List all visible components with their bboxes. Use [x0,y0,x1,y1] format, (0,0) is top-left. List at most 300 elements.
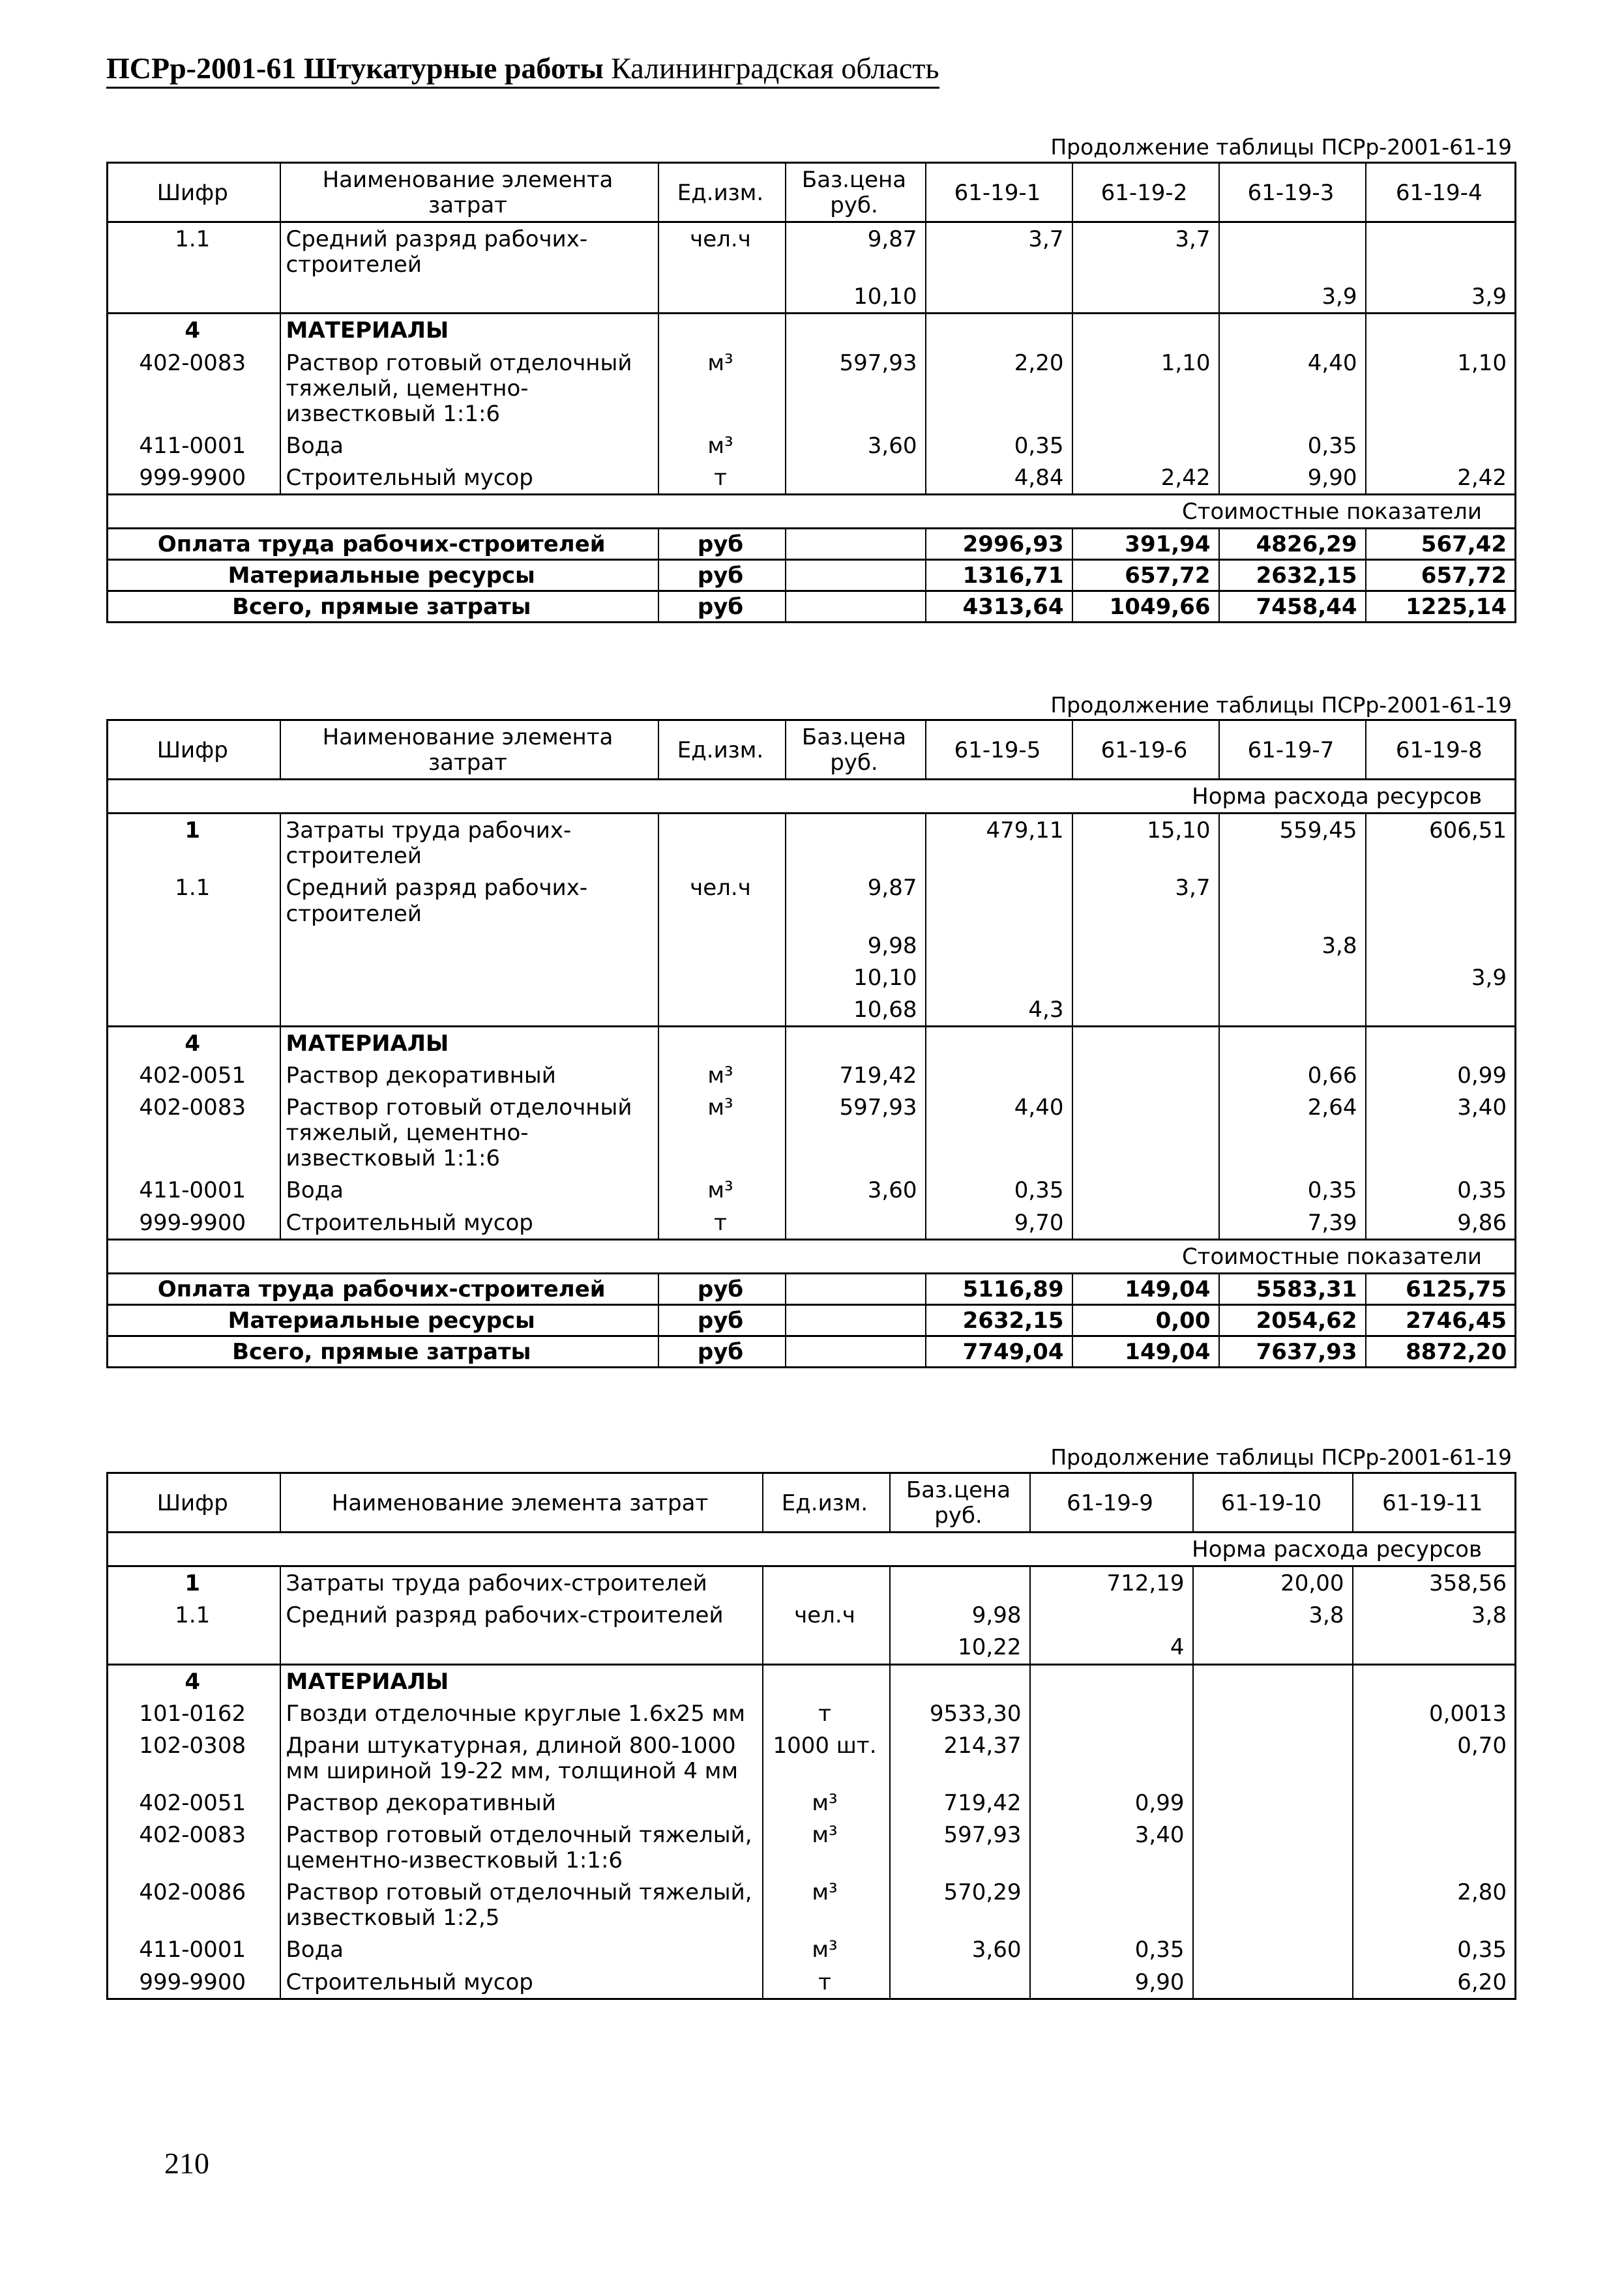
row-unit [658,1026,786,1059]
column-header: 61-19-11 [1353,1473,1516,1533]
header-price-line1: Баз.цена [801,167,907,193]
column-header: 61-19-8 [1366,720,1516,780]
header-code: Шифр [108,1473,280,1533]
row-value: 3,8 [1219,930,1366,962]
total-unit: руб [658,1336,786,1367]
total-value: 2054,62 [1219,1304,1366,1336]
row-price: 719,42 [786,1059,926,1091]
continuation-label-2: Продолжение таблицы ПСРр-2001-61-19 [1050,692,1512,718]
row-value: 3,7 [1072,222,1219,281]
total-price [786,1304,926,1336]
table-row [108,1876,1516,1933]
row-price: 597,93 [890,1819,1030,1876]
header-price [786,720,926,780]
row-value: 0,0013 [1353,1697,1516,1729]
resource-table-3 [106,1472,1516,2000]
row-name: Раствор декоративный [280,1059,658,1091]
row-price: 10,68 [786,993,926,1027]
row-value [1072,962,1219,993]
row-value [1366,314,1516,347]
row-value [1193,1787,1353,1819]
total-value: 149,04 [1072,1273,1219,1304]
row-price: 214,37 [890,1729,1030,1787]
column-header: 61-19-9 [1030,1473,1193,1533]
row-value: 7,39 [1219,1207,1366,1240]
row-value [926,1059,1072,1091]
row-value [1219,314,1366,347]
row-value: 559,45 [1219,814,1366,872]
row-value [1193,1697,1353,1729]
row-value [1030,1697,1193,1729]
row-code [108,962,280,993]
row-value [1366,1026,1516,1059]
row-price: 597,93 [786,1091,926,1174]
row-value [1072,1091,1219,1174]
total-label: Оплата труда рабочих-строителей [108,1273,658,1304]
row-code: 999-9900 [108,1966,280,1999]
row-code: 4 [108,314,280,347]
row-value: 0,35 [926,1174,1072,1206]
row-name: Средний разряд рабочих-строителей [280,872,658,929]
header-row [108,163,1516,222]
row-price: 597,93 [786,347,926,430]
row-code: 1.1 [108,1599,280,1631]
row-unit [658,314,786,347]
band-cost-label: Стоимостные показатели [108,1239,1516,1273]
column-header: 61-19-2 [1072,163,1219,222]
row-price [890,1664,1030,1697]
row-unit [658,814,786,872]
row-value [1366,222,1516,281]
total-row [108,1273,1516,1304]
row-code: 4 [108,1664,280,1697]
row-code: 999-9900 [108,1207,280,1240]
row-price: 10,10 [786,280,926,314]
header-name: Наименование элемента затрат [280,1473,763,1533]
total-value: 4313,64 [926,591,1072,623]
row-unit: м³ [658,430,786,462]
row-price: 3,60 [890,1933,1030,1965]
header-price [890,1473,1030,1533]
row-value: 9,90 [1030,1966,1193,1999]
row-value [1366,930,1516,962]
total-value: 5116,89 [926,1273,1072,1304]
row-price: 3,60 [786,1174,926,1206]
header-name: Наименование элемента затрат [280,720,658,780]
table-row [108,347,1516,430]
row-value [1030,1664,1193,1697]
total-unit: руб [658,1304,786,1336]
document-header [106,51,939,89]
total-value: 2746,45 [1366,1304,1516,1336]
row-price [786,1026,926,1059]
row-value: 0,66 [1219,1059,1366,1091]
header-price [786,163,926,222]
row-value [1353,1819,1516,1876]
row-price: 10,10 [786,962,926,993]
column-header: 61-19-7 [1219,720,1366,780]
row-value [926,314,1072,347]
row-value: 0,35 [1219,430,1366,462]
row-code: 4 [108,1026,280,1059]
header-price-line1: Баз.цена [906,1477,1011,1503]
total-value: 2632,15 [926,1304,1072,1336]
table-row [108,814,1516,872]
header-price-line2: руб. [830,192,878,219]
header-code: ПСРр-2001-61 Штукатурные работы [106,51,604,85]
total-row [108,591,1516,623]
row-value [1072,430,1219,462]
header-row [108,720,1516,780]
table-row [108,930,1516,962]
total-value: 657,72 [1072,560,1219,591]
row-value: 1,10 [1072,347,1219,430]
table-row [108,1729,1516,1787]
total-value: 7749,04 [926,1336,1072,1367]
total-value: 2632,15 [1219,560,1366,591]
row-value: 0,99 [1030,1787,1193,1819]
row-unit: чел.ч [763,1599,890,1631]
total-value: 567,42 [1366,529,1516,560]
row-value [1072,1174,1219,1206]
row-value: 3,9 [1366,962,1516,993]
row-value: 0,35 [1219,1174,1366,1206]
row-code: 411-0001 [108,1174,280,1206]
row-value: 4,3 [926,993,1072,1027]
row-value: 3,40 [1366,1091,1516,1174]
total-unit: руб [658,591,786,623]
row-value [1072,314,1219,347]
band-row [108,495,1516,529]
table-row [108,1787,1516,1819]
row-name: МАТЕРИАЛЫ [280,1026,658,1059]
row-unit: т [658,462,786,495]
total-value: 149,04 [1072,1336,1219,1367]
total-value: 7458,44 [1219,591,1366,623]
row-value: 358,56 [1353,1566,1516,1600]
row-value [1193,1631,1353,1664]
row-name: Строительный мусор [280,462,658,495]
row-unit [763,1664,890,1697]
row-unit [763,1631,890,1664]
total-row [108,529,1516,560]
row-value [1193,1664,1353,1697]
table-row [108,1566,1516,1600]
row-price [890,1966,1030,1999]
row-value [1366,430,1516,462]
table-row [108,993,1516,1027]
row-value: 3,9 [1219,280,1366,314]
row-value: 20,00 [1193,1566,1353,1600]
column-header: 61-19-4 [1366,163,1516,222]
row-code [108,993,280,1027]
row-value [1072,280,1219,314]
row-value [1219,1026,1366,1059]
table-row [108,314,1516,347]
header-unit: Ед.изм. [763,1473,890,1533]
band-row [108,780,1516,814]
row-name: Затраты труда рабочих-строителей [280,814,658,872]
row-value [1219,993,1366,1027]
total-row [108,1304,1516,1336]
row-value: 0,35 [1366,1174,1516,1206]
page-number: 210 [164,2147,209,2180]
table-row [108,962,1516,993]
row-value [1072,1026,1219,1059]
row-price: 9533,30 [890,1697,1030,1729]
row-name: Строительный мусор [280,1966,763,1999]
total-value: 1049,66 [1072,591,1219,623]
total-label: Всего, прямые затраты [108,591,658,623]
row-code [108,280,280,314]
row-name: Раствор готовый отделочный тяжелый, цементно-известковый 1:1:6 [280,1819,763,1876]
total-price [786,560,926,591]
row-unit: т [763,1697,890,1729]
row-value [1353,1664,1516,1697]
row-value: 9,70 [926,1207,1072,1240]
row-value: 4 [1030,1631,1193,1664]
row-unit: м³ [763,1787,890,1819]
row-code: 402-0051 [108,1787,280,1819]
row-price: 3,60 [786,430,926,462]
row-name: Вода [280,1933,763,1965]
row-code [108,930,280,962]
header-row [108,1473,1516,1533]
row-code: 402-0086 [108,1876,280,1933]
row-unit: м³ [763,1876,890,1933]
band-norm-label: Норма расхода ресурсов [108,780,1516,814]
table-row [108,1966,1516,1999]
header-unit: Ед.изм. [658,163,786,222]
row-value [926,280,1072,314]
total-value: 8872,20 [1366,1336,1516,1367]
row-value: 2,80 [1353,1876,1516,1933]
total-price [786,591,926,623]
row-value: 9,86 [1366,1207,1516,1240]
row-unit: м³ [763,1819,890,1876]
band-row [108,1533,1516,1566]
row-name: МАТЕРИАЛЫ [280,1664,763,1697]
row-value [1072,930,1219,962]
row-code [108,1631,280,1664]
row-value [1030,1729,1193,1787]
row-value [1219,872,1366,929]
table-row [108,1933,1516,1965]
table-row [108,1059,1516,1091]
row-name: Вода [280,1174,658,1206]
row-value [926,872,1072,929]
table-row [108,1697,1516,1729]
row-value: 2,42 [1072,462,1219,495]
row-price [786,462,926,495]
total-label: Оплата труда рабочих-строителей [108,529,658,560]
row-value: 0,99 [1366,1059,1516,1091]
table-row [108,462,1516,495]
row-value [926,930,1072,962]
table-row [108,1091,1516,1174]
row-code: 402-0083 [108,347,280,430]
row-unit: м³ [658,1059,786,1091]
row-code: 402-0051 [108,1059,280,1091]
total-label: Всего, прямые затраты [108,1336,658,1367]
table-row [108,872,1516,929]
row-value [1353,1787,1516,1819]
row-name [280,930,658,962]
header-region: Калининградская область [611,51,939,85]
total-value: 2996,93 [926,529,1072,560]
total-value: 7637,93 [1219,1336,1366,1367]
row-value: 3,7 [926,222,1072,281]
total-price [786,1336,926,1367]
row-code: 999-9900 [108,462,280,495]
table-row [108,1599,1516,1631]
row-value: 6,20 [1353,1966,1516,1999]
total-value: 0,00 [1072,1304,1219,1336]
row-unit: м³ [763,1933,890,1965]
row-value [1219,222,1366,281]
row-value [1193,1966,1353,1999]
row-unit [658,962,786,993]
total-value: 4826,29 [1219,529,1366,560]
total-price [786,529,926,560]
header-price-line2: руб. [934,1503,982,1529]
row-name [280,962,658,993]
row-name: Гвозди отделочные круглые 1.6x25 мм [280,1697,763,1729]
header-unit: Ед.изм. [658,720,786,780]
resource-table-1 [106,162,1516,623]
row-value: 4,40 [1219,347,1366,430]
row-price: 9,87 [786,872,926,929]
row-value: 3,9 [1366,280,1516,314]
row-value: 479,11 [926,814,1072,872]
row-unit [658,930,786,962]
row-code: 101-0162 [108,1697,280,1729]
row-value: 0,35 [1353,1933,1516,1965]
row-value [926,1026,1072,1059]
total-value: 657,72 [1366,560,1516,591]
table-row [108,1631,1516,1664]
row-name [280,1631,763,1664]
row-value: 15,10 [1072,814,1219,872]
row-name: Строительный мусор [280,1207,658,1240]
row-price: 10,22 [890,1631,1030,1664]
row-value: 2,20 [926,347,1072,430]
row-name: МАТЕРИАЛЫ [280,314,658,347]
row-value: 3,8 [1193,1599,1353,1631]
header-code: Шифр [108,163,280,222]
row-value: 2,42 [1366,462,1516,495]
row-unit: т [658,1207,786,1240]
row-value: 4,40 [926,1091,1072,1174]
row-value: 1,10 [1366,347,1516,430]
row-price: 719,42 [890,1787,1030,1819]
total-value: 391,94 [1072,529,1219,560]
total-row [108,560,1516,591]
row-price: 9,98 [786,930,926,962]
row-value: 712,19 [1030,1566,1193,1600]
total-label: Материальные ресурсы [108,560,658,591]
row-unit [658,993,786,1027]
row-price [786,814,926,872]
column-header: 61-19-3 [1219,163,1366,222]
row-value: 3,7 [1072,872,1219,929]
row-code: 1 [108,814,280,872]
table-row [108,280,1516,314]
row-value [926,962,1072,993]
band-row [108,1239,1516,1273]
row-value [1193,1876,1353,1933]
row-unit: чел.ч [658,872,786,929]
band-cost-label: Стоимостные показатели [108,495,1516,529]
row-unit [763,1566,890,1600]
row-code: 402-0083 [108,1091,280,1174]
row-name: Вода [280,430,658,462]
table-row [108,222,1516,281]
row-value: 0,35 [926,430,1072,462]
row-name: Драни штукатурная, длиной 800-1000 мм шириной 19-22 мм, толщиной 4 мм [280,1729,763,1787]
row-value: 4,84 [926,462,1072,495]
row-price [786,1207,926,1240]
header-price-line1: Баз.цена [801,724,907,750]
row-code: 402-0083 [108,1819,280,1876]
row-value [1366,993,1516,1027]
row-value [1193,1819,1353,1876]
row-code: 1 [108,1566,280,1600]
total-row [108,1336,1516,1367]
row-code: 411-0001 [108,1933,280,1965]
row-value [1030,1599,1193,1631]
row-value [1072,1059,1219,1091]
row-unit: м³ [658,1174,786,1206]
column-header: 61-19-10 [1193,1473,1353,1533]
header-name: Наименование элемента затрат [280,163,658,222]
column-header: 61-19-1 [926,163,1072,222]
row-value: 0,35 [1030,1933,1193,1965]
resource-table-2 [106,719,1516,1368]
total-label: Материальные ресурсы [108,1304,658,1336]
total-unit: руб [658,560,786,591]
total-value: 5583,31 [1219,1273,1366,1304]
table-row [108,1664,1516,1697]
row-name: Раствор декоративный [280,1787,763,1819]
row-price [890,1566,1030,1600]
row-value [1219,962,1366,993]
row-value [1030,1876,1193,1933]
row-name: Раствор готовый отделочный тяжелый, цементно-известковый 1:1:6 [280,1091,658,1174]
row-value: 606,51 [1366,814,1516,872]
total-unit: руб [658,529,786,560]
total-value: 6125,75 [1366,1273,1516,1304]
row-unit [658,280,786,314]
row-name: Средний разряд рабочих-строителей [280,222,658,281]
row-value: 9,90 [1219,462,1366,495]
row-unit: чел.ч [658,222,786,281]
row-value: 3,40 [1030,1819,1193,1876]
row-code: 411-0001 [108,430,280,462]
continuation-label-3: Продолжение таблицы ПСРр-2001-61-19 [1050,1445,1512,1470]
row-code: 102-0308 [108,1729,280,1787]
row-price: 9,87 [786,222,926,281]
total-value: 1225,14 [1366,591,1516,623]
band-norm-label: Норма расхода ресурсов [108,1533,1516,1566]
column-header: 61-19-6 [1072,720,1219,780]
row-value [1193,1729,1353,1787]
row-value [1072,993,1219,1027]
column-header: 61-19-5 [926,720,1072,780]
row-price [786,314,926,347]
table-row [108,1207,1516,1240]
row-price: 9,98 [890,1599,1030,1631]
